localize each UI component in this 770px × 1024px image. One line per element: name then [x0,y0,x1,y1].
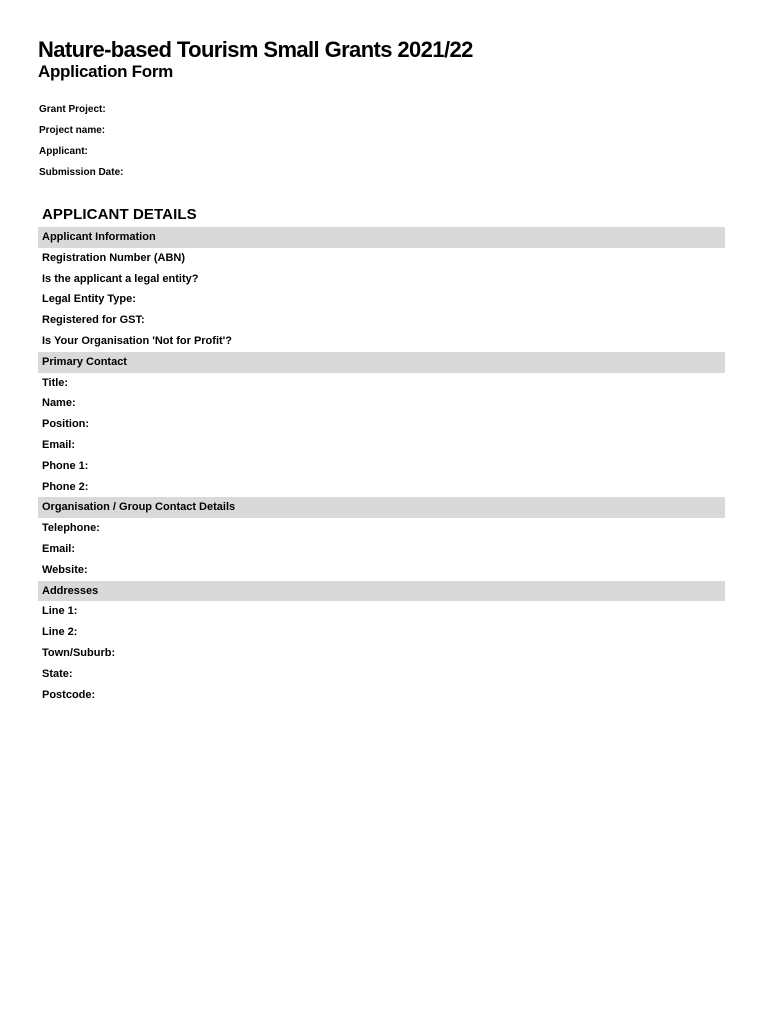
field-address-line-1-label: Line 1: [42,605,78,618]
applicant-details-form [38,227,725,705]
field-town-suburb-label: Town/Suburb: [42,646,116,659]
field-title-label: Title: [42,376,69,389]
submission-meta-list [39,104,123,188]
field-position-label: Position: [42,418,90,431]
field-not-for-profit-label: Is Your Organisation 'Not for Profit'? [42,334,232,347]
field-phone-2-label: Phone 2: [42,480,89,493]
group-heading-addresses: Addresses [38,581,725,602]
meta-applicant-label: Applicant: [39,146,88,157]
field-name-label: Name: [42,397,76,410]
field-org-telephone-label: Telephone: [42,522,100,535]
meta-grant-project-label: Grant Project: [39,104,106,115]
page-subtitle: Application Form [38,62,173,81]
meta-project-name-label: Project name: [39,125,106,136]
group-heading-organisation-contact: Organisation / Group Contact Details [38,497,725,518]
meta-submission-date-label: Submission Date: [39,167,124,178]
group-heading-applicant-information: Applicant Information [38,227,725,248]
field-legal-entity-type-label: Legal Entity Type: [42,293,136,306]
field-state-label: State: [42,667,73,680]
field-legal-entity-question-label: Is the applicant a legal entity? [42,272,199,285]
field-registration-number-label: Registration Number (ABN) [42,251,186,264]
page-title: Nature-based Tourism Small Grants 2021/22 [38,37,473,62]
field-registered-gst-label: Registered for GST: [42,314,145,327]
field-org-website-label: Website: [42,563,88,576]
field-org-email-label: Email: [42,542,76,555]
group-heading-primary-contact: Primary Contact [38,352,725,373]
field-address-line-2-label: Line 2: [42,626,78,639]
section-title-applicant-details: APPLICANT DETAILS [42,206,197,223]
field-postcode-label: Postcode: [42,688,96,701]
field-phone-1-label: Phone 1: [42,459,89,472]
field-email-label: Email: [42,438,76,451]
